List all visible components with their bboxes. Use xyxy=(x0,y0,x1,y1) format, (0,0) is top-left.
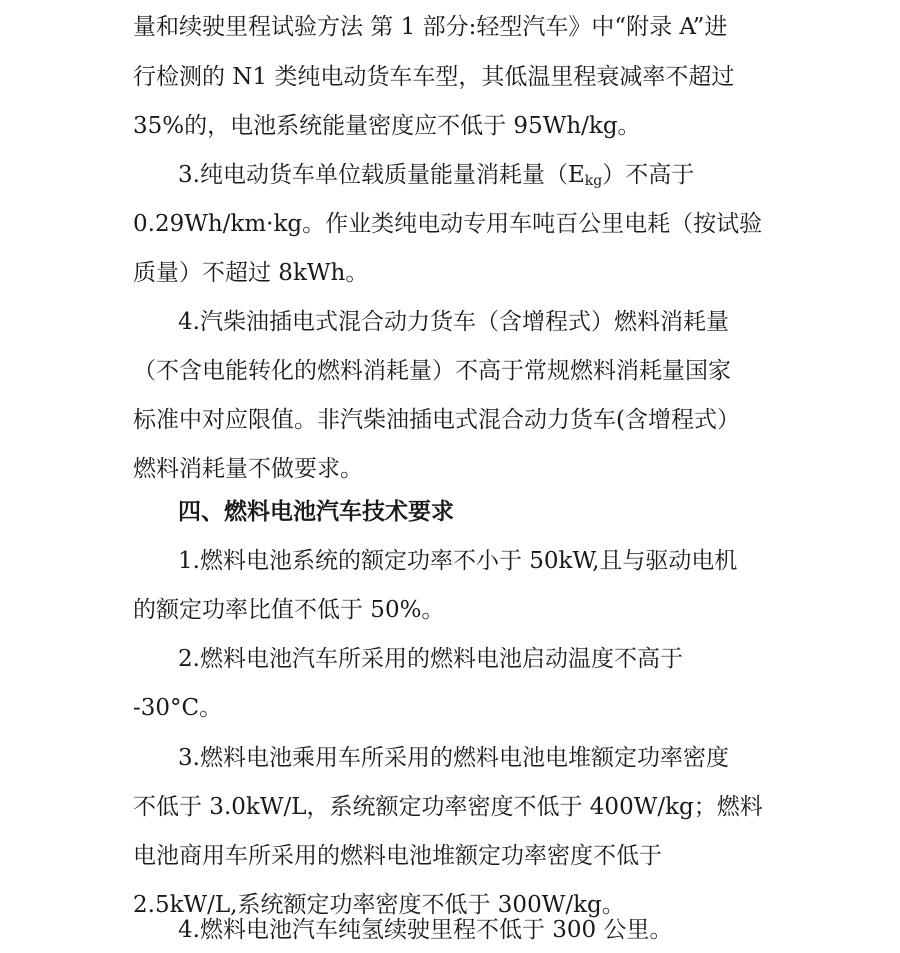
paragraph-line xyxy=(0,7,900,47)
paragraph-line xyxy=(0,449,900,489)
text-line-7: 4.汽柴油插电式混合动力货车（含增程式）燃料消耗量 xyxy=(178,309,729,335)
paragraph-line xyxy=(0,541,900,581)
paragraph-line xyxy=(0,836,900,876)
paragraph-line xyxy=(0,910,900,950)
text-line-1: 量和续驶里程试验方法 第 1 部分:轻型汽车》中“附录 A”进 xyxy=(133,14,728,40)
text-line-10: 燃料消耗量不做要求。 xyxy=(133,456,363,482)
text-line-3: 35%的，电池系统能量密度应不低于 95Wh/kg。 xyxy=(133,113,641,139)
text-line-15: -30°C。 xyxy=(133,695,223,721)
text-line-5: 0.29Wh/km·kg。作业类纯电动专用车吨百公里电耗（按试验 xyxy=(133,211,763,237)
paragraph-line xyxy=(0,738,900,778)
paragraph-line xyxy=(0,155,900,195)
section-heading xyxy=(0,492,900,532)
paragraph-line xyxy=(0,639,900,679)
paragraph-line xyxy=(0,204,900,244)
text-line-9: 标准中对应限值。非汽柴油插电式混合动力货车(含增程式） xyxy=(133,407,740,433)
item-3-first-line xyxy=(178,155,694,195)
text-line-6: 质量）不超过 8kWh。 xyxy=(133,260,369,286)
paragraph-line xyxy=(0,400,900,440)
section-heading-text: 四、燃料电池汽车技术要求 xyxy=(178,498,454,525)
paragraph-line xyxy=(0,688,900,728)
text-line-13: 的额定功率比值不低于 50%。 xyxy=(133,597,445,623)
text-line-12: 1.燃料电池系统的额定功率不小于 50kW,且与驱动电机 xyxy=(178,548,738,574)
paragraph-line xyxy=(0,787,900,827)
text-line-16: 3.燃料电池乘用车所采用的燃料电池电堆额定功率密度 xyxy=(178,745,729,771)
paragraph-line xyxy=(0,302,900,342)
paragraph-line xyxy=(0,106,900,146)
text-line-18: 电池商用车所采用的燃料电池堆额定功率密度不低于 xyxy=(133,843,662,869)
text-line-19: 2.5kW/L,系统额定功率密度不低于 300W/kg。 xyxy=(133,892,625,918)
text-line-14: 2.燃料电池汽车所采用的燃料电池启动温度不高于 xyxy=(178,646,683,672)
text-line-20: 4.燃料电池汽车纯氢续驶里程不低于 300 公里。 xyxy=(178,917,673,943)
paragraph-line xyxy=(0,253,900,293)
text-line-17: 不低于 3.0kW/L，系统额定功率密度不低于 400W/kg；燃料 xyxy=(133,794,763,820)
paragraph-line xyxy=(0,590,900,630)
paragraph-line xyxy=(0,57,900,97)
paragraph-line xyxy=(0,351,900,391)
item-3-subscript: kg xyxy=(584,173,603,189)
text-line-2: 行检测的 N1 类纯电动货车车型，其低温里程衰减率不超过 xyxy=(133,64,735,90)
item-3-text-before: 3.纯电动货车单位载质量能量消耗量（E xyxy=(178,162,585,188)
text-line-8: （不含电能转化的燃料消耗量）不高于常规燃料消耗量国家 xyxy=(133,358,731,384)
item-3-text-after: ）不高于 xyxy=(602,162,695,188)
